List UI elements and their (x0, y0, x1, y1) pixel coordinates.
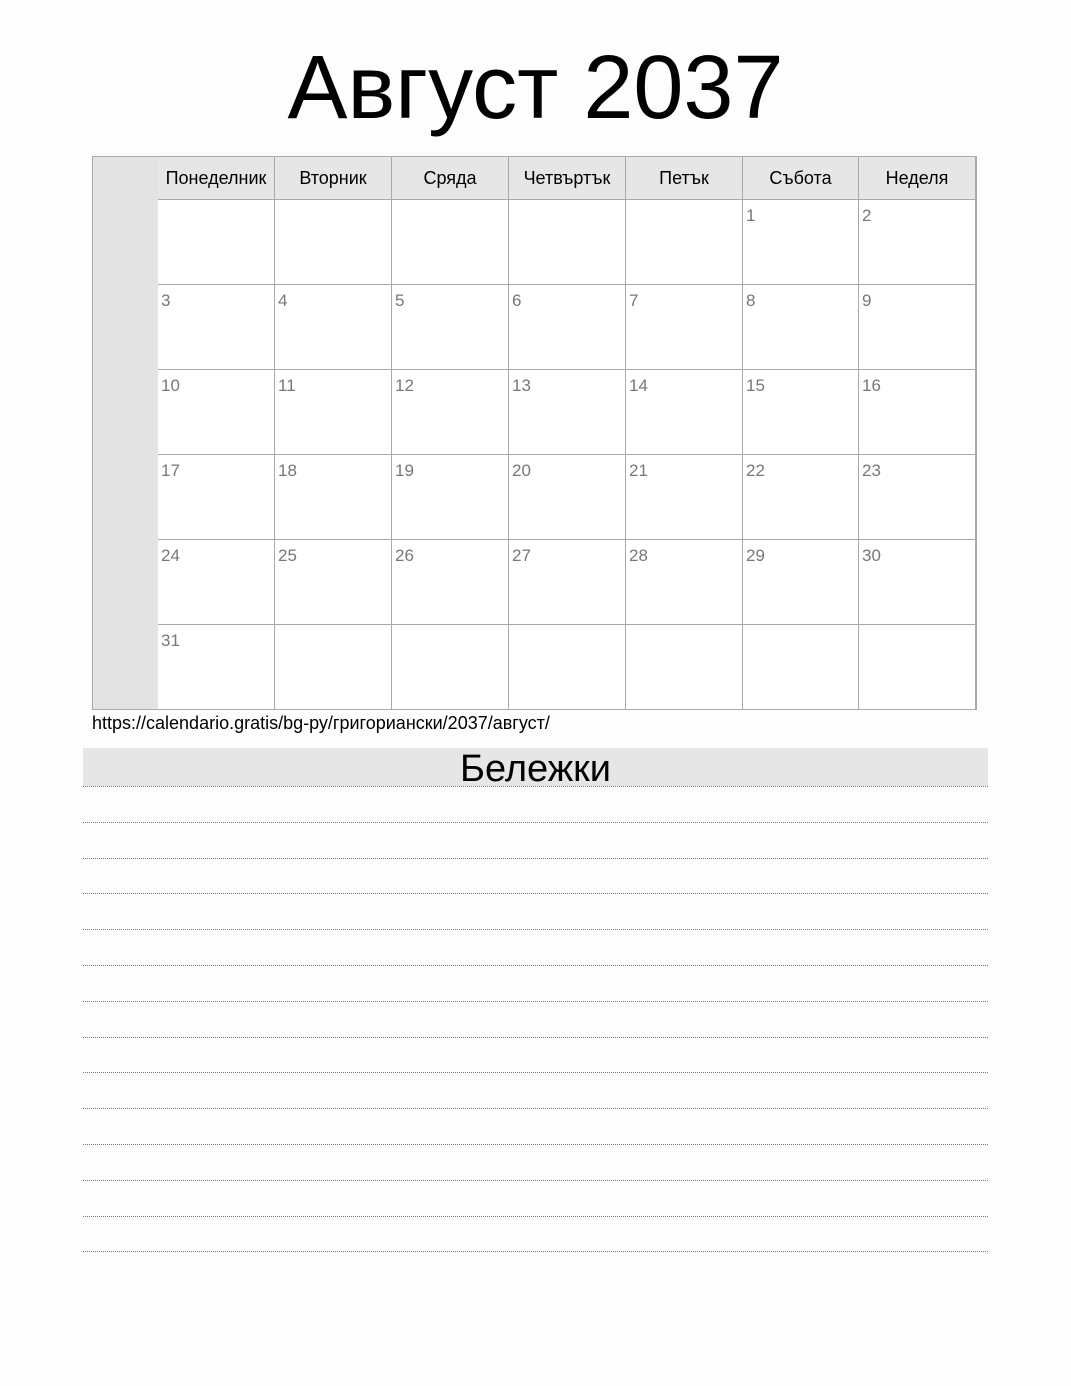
day-cell (509, 370, 626, 455)
day-number: 4 (278, 291, 288, 310)
day-cell (859, 200, 976, 285)
day-number: 13 (512, 376, 531, 395)
day-number: 3 (161, 291, 171, 310)
day-cell (626, 540, 743, 625)
day-cell (158, 200, 275, 285)
calendar-grid (92, 156, 977, 710)
day-number: 21 (629, 461, 648, 480)
weekday-header: Сряда (392, 157, 509, 200)
day-number: 6 (512, 291, 522, 310)
day-cell (626, 285, 743, 370)
note-line (83, 1037, 988, 1038)
day-cell (275, 625, 392, 710)
day-cell (743, 285, 859, 370)
day-cell (743, 200, 859, 285)
day-cell (158, 540, 275, 625)
day-number: 2 (862, 206, 872, 225)
day-cell (158, 625, 275, 710)
day-cell (743, 625, 859, 710)
note-line (83, 1108, 988, 1109)
day-cell (859, 625, 976, 710)
page-title: Август 2037 (287, 38, 784, 138)
day-cell (859, 370, 976, 455)
day-cell (509, 540, 626, 625)
note-line (83, 1001, 988, 1002)
day-cell (626, 200, 743, 285)
weekday-header: Петък (626, 157, 743, 200)
day-number: 20 (512, 461, 531, 480)
weekday-header: Неделя (859, 157, 976, 200)
day-number: 27 (512, 546, 531, 565)
day-number: 11 (278, 376, 296, 395)
note-line (83, 965, 988, 966)
weekday-header: Понеделник (158, 157, 275, 200)
day-cell (859, 540, 976, 625)
day-number: 22 (746, 461, 765, 480)
day-cell (859, 285, 976, 370)
day-cell (158, 455, 275, 540)
day-number: 8 (746, 291, 756, 310)
day-cell (509, 200, 626, 285)
source-url[interactable]: https://calendario.gratis/bg-ру/григориански/2037/август/ (92, 713, 550, 733)
day-number: 19 (395, 461, 414, 480)
day-cell (275, 455, 392, 540)
day-number: 24 (161, 546, 180, 565)
day-cell (509, 285, 626, 370)
day-number: 15 (746, 376, 765, 395)
day-number: 23 (862, 461, 881, 480)
day-cell (626, 455, 743, 540)
day-number: 26 (395, 546, 414, 565)
day-cell (392, 370, 509, 455)
day-cell (626, 625, 743, 710)
day-cell (275, 200, 392, 285)
note-line (83, 1180, 988, 1181)
day-cell (743, 370, 859, 455)
day-number: 16 (862, 376, 881, 395)
day-number: 7 (629, 291, 639, 310)
day-number: 12 (395, 376, 414, 395)
note-line (83, 822, 988, 823)
weekday-header: Четвъртък (509, 157, 626, 200)
note-line (83, 1251, 988, 1252)
day-number: 5 (395, 291, 405, 310)
note-line (83, 1072, 988, 1073)
day-cell (158, 370, 275, 455)
day-number: 29 (746, 546, 765, 565)
note-line (83, 858, 988, 859)
day-number: 31 (161, 631, 180, 650)
day-cell (743, 540, 859, 625)
day-number: 30 (862, 546, 881, 565)
day-cell (392, 455, 509, 540)
day-cell (275, 540, 392, 625)
day-number: 1 (746, 206, 756, 225)
day-cell (509, 625, 626, 710)
day-cell (158, 285, 275, 370)
day-number: 10 (161, 376, 180, 395)
day-cell (392, 200, 509, 285)
day-number: 18 (278, 461, 297, 480)
day-number: 28 (629, 546, 648, 565)
day-number: 17 (161, 461, 180, 480)
day-cell (392, 625, 509, 710)
day-cell (509, 455, 626, 540)
note-line (83, 1144, 988, 1145)
note-line (83, 929, 988, 930)
note-line (83, 893, 988, 894)
day-cell (275, 370, 392, 455)
notes-heading: Бележки (83, 748, 988, 786)
day-cell (626, 370, 743, 455)
note-line (83, 1216, 988, 1217)
weekday-header: Събота (743, 157, 859, 200)
day-number: 14 (629, 376, 648, 395)
day-number: 25 (278, 546, 297, 565)
day-number: 9 (862, 291, 872, 310)
day-cell (275, 285, 392, 370)
day-cell (392, 285, 509, 370)
day-cell (743, 455, 859, 540)
day-cell (859, 455, 976, 540)
note-line (83, 786, 988, 787)
day-cell (392, 540, 509, 625)
weekday-header: Вторник (275, 157, 392, 200)
week-number-column (93, 157, 159, 709)
